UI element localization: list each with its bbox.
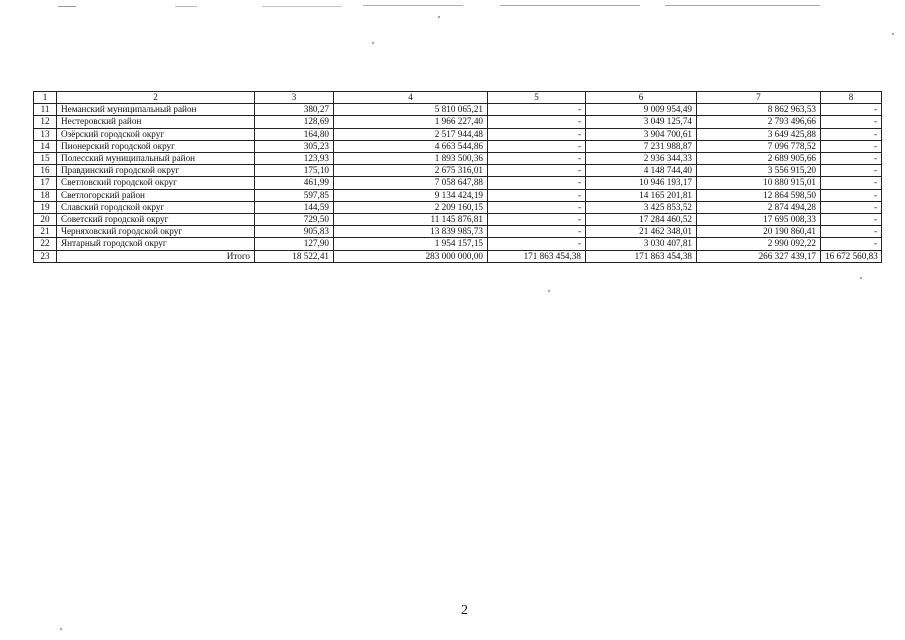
- cell-col7: 2 793 496,66: [697, 116, 821, 128]
- cell-col4: 1 954 157,15: [334, 238, 488, 250]
- row-number: 15: [34, 153, 57, 165]
- cell-col8: -: [821, 104, 882, 116]
- total-col3: 18 522,41: [255, 250, 334, 262]
- district-name: Славский городской округ: [57, 201, 255, 213]
- table-row: [34, 226, 882, 238]
- row-number: 19: [34, 201, 57, 213]
- total-col4: 283 000 000,00: [334, 250, 488, 262]
- cell-col3: 144,59: [255, 201, 334, 213]
- cell-col3: 380,27: [255, 104, 334, 116]
- scan-artifact: [665, 5, 820, 6]
- row-number: 20: [34, 214, 57, 226]
- cell-col3: 729,50: [255, 214, 334, 226]
- scan-artifact: [58, 6, 76, 7]
- cell-col8: -: [821, 116, 882, 128]
- cell-col3: 305,23: [255, 140, 334, 152]
- cell-col4: 2 517 944,48: [334, 128, 488, 140]
- table-row: [34, 165, 882, 177]
- column-header: 1: [34, 92, 57, 104]
- cell-col6: 21 462 348,01: [586, 226, 697, 238]
- page-number: 2: [461, 603, 468, 618]
- cell-col3: 164,80: [255, 128, 334, 140]
- scan-speck: [372, 42, 374, 44]
- cell-col5: -: [488, 116, 586, 128]
- scan-speck: [860, 277, 862, 279]
- table-row: [34, 177, 882, 189]
- table-row: [34, 153, 882, 165]
- cell-col8: -: [821, 140, 882, 152]
- cell-col7: 20 190 860,41: [697, 226, 821, 238]
- row-number: 13: [34, 128, 57, 140]
- column-header: 2: [57, 92, 255, 104]
- column-header: 6: [586, 92, 697, 104]
- cell-col6: 3 030 407,81: [586, 238, 697, 250]
- total-col6: 171 863 454,38: [586, 250, 697, 262]
- cell-col4: 2 209 160,15: [334, 201, 488, 213]
- cell-col7: 10 880 915,01: [697, 177, 821, 189]
- scan-artifact: [262, 6, 342, 7]
- row-number: 14: [34, 140, 57, 152]
- cell-col4: 13 839 985,73: [334, 226, 488, 238]
- table-row: [34, 116, 882, 128]
- cell-col6: 17 284 460,52: [586, 214, 697, 226]
- district-name: Советский городской округ: [57, 214, 255, 226]
- cell-col5: -: [488, 128, 586, 140]
- district-name: Янтарный городской округ: [57, 238, 255, 250]
- cell-col5: -: [488, 153, 586, 165]
- cell-col8: -: [821, 177, 882, 189]
- cell-col5: -: [488, 165, 586, 177]
- scan-artifact: [363, 5, 463, 6]
- district-name: Черняховский городской округ: [57, 226, 255, 238]
- cell-col3: 128,69: [255, 116, 334, 128]
- table-row: [34, 214, 882, 226]
- cell-col3: 175,10: [255, 165, 334, 177]
- column-header: 3: [255, 92, 334, 104]
- cell-col3: 905,83: [255, 226, 334, 238]
- cell-col3: 597,85: [255, 189, 334, 201]
- cell-col4: 9 134 424,19: [334, 189, 488, 201]
- cell-col6: 3 049 125,74: [586, 116, 697, 128]
- cell-col6: 7 231 988,87: [586, 140, 697, 152]
- cell-col7: 2 874 494,28: [697, 201, 821, 213]
- cell-col6: 3 904 700,61: [586, 128, 697, 140]
- district-name: Озёрский городской округ: [57, 128, 255, 140]
- row-number: 11: [34, 104, 57, 116]
- column-header: 8: [821, 92, 882, 104]
- cell-col4: 5 810 065,21: [334, 104, 488, 116]
- district-name: Правдинский городской округ: [57, 165, 255, 177]
- cell-col8: -: [821, 238, 882, 250]
- scan-artifact: [175, 6, 197, 7]
- column-header: 5: [488, 92, 586, 104]
- total-row: [34, 250, 882, 262]
- scan-speck: [892, 33, 894, 35]
- cell-col6: 10 946 193,17: [586, 177, 697, 189]
- cell-col7: 7 096 778,52: [697, 140, 821, 152]
- cell-col7: 2 990 092,22: [697, 238, 821, 250]
- cell-col7: 3 649 425,88: [697, 128, 821, 140]
- cell-col4: 1 893 500,36: [334, 153, 488, 165]
- table-row: [34, 140, 882, 152]
- district-name: Нестеровский район: [57, 116, 255, 128]
- cell-col6: 14 165 201,81: [586, 189, 697, 201]
- cell-col4: 2 675 316,01: [334, 165, 488, 177]
- cell-col8: -: [821, 165, 882, 177]
- cell-col7: 3 556 915,20: [697, 165, 821, 177]
- cell-col4: 11 145 876,81: [334, 214, 488, 226]
- cell-col5: -: [488, 201, 586, 213]
- cell-col7: 8 862 963,53: [697, 104, 821, 116]
- cell-col7: 2 689 905,66: [697, 153, 821, 165]
- total-row-number: 23: [34, 250, 57, 262]
- cell-col5: -: [488, 189, 586, 201]
- total-col5: 171 863 454,38: [488, 250, 586, 262]
- scan-speck: [60, 628, 62, 630]
- cell-col4: 1 966 227,40: [334, 116, 488, 128]
- cell-col5: -: [488, 214, 586, 226]
- cell-col8: -: [821, 189, 882, 201]
- cell-col5: -: [488, 238, 586, 250]
- cell-col7: 17 695 008,33: [697, 214, 821, 226]
- cell-col4: 4 663 544,86: [334, 140, 488, 152]
- cell-col6: 4 148 744,40: [586, 165, 697, 177]
- district-name: Полесский муниципальный район: [57, 153, 255, 165]
- table-row: [34, 201, 882, 213]
- table-row: [34, 128, 882, 140]
- table-row: [34, 104, 882, 116]
- cell-col5: -: [488, 140, 586, 152]
- district-name: Светлогорский район: [57, 189, 255, 201]
- cell-col6: 9 009 954,49: [586, 104, 697, 116]
- table-row: [34, 189, 882, 201]
- cell-col3: 461,99: [255, 177, 334, 189]
- cell-col3: 123,93: [255, 153, 334, 165]
- cell-col3: 127,90: [255, 238, 334, 250]
- table-row: [34, 238, 882, 250]
- data-table: [33, 91, 882, 263]
- column-header: 4: [334, 92, 488, 104]
- cell-col6: 3 425 853,52: [586, 201, 697, 213]
- cell-col7: 12 864 598,50: [697, 189, 821, 201]
- total-label: Итого: [57, 250, 255, 262]
- cell-col8: -: [821, 201, 882, 213]
- row-number: 12: [34, 116, 57, 128]
- cell-col8: -: [821, 153, 882, 165]
- district-name: Неманский муниципальный район: [57, 104, 255, 116]
- table-header-row: [34, 92, 882, 104]
- cell-col5: -: [488, 177, 586, 189]
- cell-col6: 2 936 344,33: [586, 153, 697, 165]
- cell-col8: -: [821, 226, 882, 238]
- row-number: 17: [34, 177, 57, 189]
- row-number: 22: [34, 238, 57, 250]
- district-name: Светловский городской округ: [57, 177, 255, 189]
- scan-speck: [548, 290, 550, 292]
- cell-col8: -: [821, 214, 882, 226]
- row-number: 21: [34, 226, 57, 238]
- column-header: 7: [697, 92, 821, 104]
- scan-speck: [438, 16, 440, 18]
- district-name: Пионерский городской округ: [57, 140, 255, 152]
- cell-col5: -: [488, 104, 586, 116]
- cell-col4: 7 058 647,88: [334, 177, 488, 189]
- total-col8: 16 672 560,83: [821, 250, 882, 262]
- row-number: 18: [34, 189, 57, 201]
- cell-col8: -: [821, 128, 882, 140]
- cell-col5: -: [488, 226, 586, 238]
- row-number: 16: [34, 165, 57, 177]
- scan-artifact: [500, 5, 640, 6]
- total-col7: 266 327 439,17: [697, 250, 821, 262]
